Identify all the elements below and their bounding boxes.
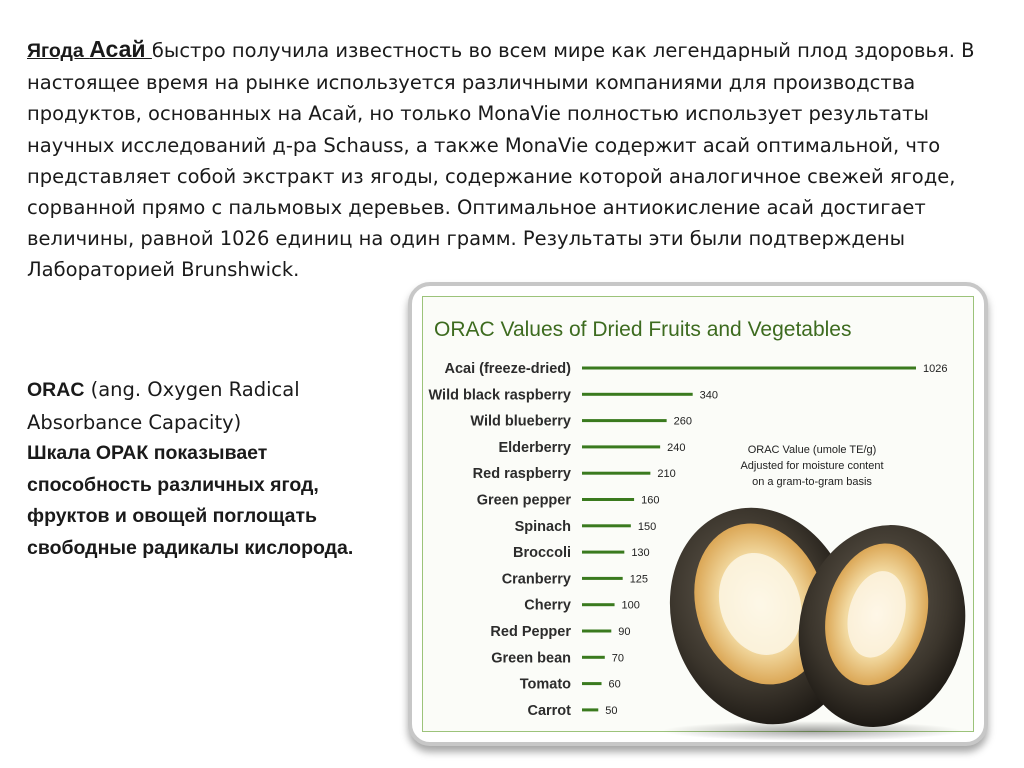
intro-lead [27, 36, 152, 62]
bar [582, 603, 615, 606]
orac-expansion: (ang. Oxygen Radical Absorbance Capacity) [27, 378, 300, 434]
orac-chart-frame [408, 282, 988, 746]
value-label: 240 [667, 441, 686, 454]
annotation-line-2: Adjusted for moisture content [740, 460, 884, 472]
category-label: Tomato [519, 676, 571, 693]
bar [582, 551, 624, 554]
annotation-line-1: ORAC Value (umole TE/g) [747, 444, 877, 456]
intro-body: быстро получила известность во всем мире как легендарный плод здоровья. В настоящее время на рынке используется различными компаниями для производства продуктов, основанных на Асай, но только MonaVie полностью использует результаты научных исследований д-ра Schauss, а также MonaVie содержит асай оптимальной, что представляет собой экстракт из ягоды, содержание которой аналогичное свежей ягоде, сорванной прямо с пальмовых деревьев. Оптимальное антиокисление асай достигает величины, равной 1026 единиц на один грамм. Результаты эти были подтверждены Лабораторией Brunshwick. [27, 39, 975, 282]
category-label: Spinach [514, 518, 571, 535]
bar [582, 472, 650, 475]
category-label: Wild black raspberry [428, 387, 571, 404]
bar [582, 656, 605, 659]
category-label: Red Pepper [490, 624, 571, 640]
value-label: 210 [657, 468, 676, 481]
category-label: Carrot [527, 702, 571, 719]
value-label: 90 [618, 626, 631, 638]
bar [582, 630, 611, 633]
bar [582, 708, 598, 711]
value-label: 160 [641, 494, 660, 507]
category-label: Cranberry [501, 571, 571, 588]
category-label: Broccoli [512, 545, 571, 562]
lead-word: Асай [89, 36, 152, 62]
value-label: 60 [608, 678, 621, 691]
bar [582, 524, 631, 527]
category-label: Red raspberry [472, 466, 571, 483]
annotation-line-3: on a gram-to-gram basis [752, 476, 872, 488]
value-label: 340 [699, 389, 719, 402]
chart-title: ORAC Values of Dried Fruits and Vegetables [434, 318, 852, 341]
orac-description: Шкала ОРАК показывает способность различных ягод, фруктов и овощей поглощать свободные радикалы кислорода. [27, 442, 354, 559]
orac-term: ORAC [27, 379, 85, 401]
bar [582, 393, 693, 396]
value-label: 150 [637, 520, 657, 533]
category-label: Wild blueberry [470, 413, 571, 430]
value-label: 100 [621, 599, 640, 612]
intro-paragraph [27, 34, 987, 286]
bar [582, 419, 667, 422]
value-label: 70 [611, 652, 625, 665]
orac-chart [412, 286, 984, 742]
value-label: 50 [605, 704, 618, 717]
lead-prefix: Ягода [27, 40, 90, 62]
value-label: 130 [631, 547, 650, 560]
value-label: 260 [673, 415, 692, 428]
bar [582, 577, 623, 580]
category-label: Green bean [491, 650, 571, 667]
value-label: 1026 [923, 363, 948, 375]
category-label: Elderberry [498, 439, 571, 456]
orac-definition [27, 374, 377, 564]
bar [582, 445, 660, 448]
acai-berry-image [642, 484, 984, 742]
category-label: Cherry [524, 597, 571, 614]
bar [582, 682, 602, 685]
category-label: Green pepper [476, 492, 571, 509]
bar [582, 367, 916, 370]
category-label: Acai (freeze-dried) [444, 361, 571, 377]
value-label: 125 [629, 573, 649, 586]
bar [582, 498, 634, 501]
